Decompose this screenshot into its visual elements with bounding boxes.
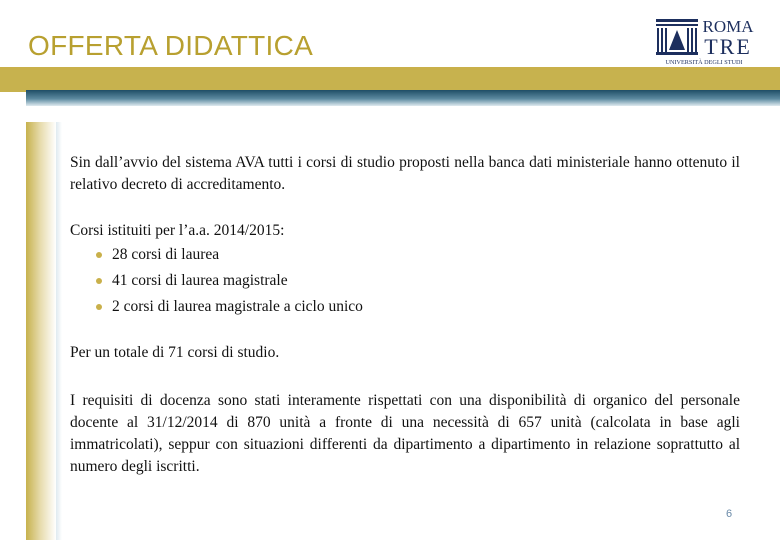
bullet-icon xyxy=(96,252,102,258)
bullet-icon xyxy=(96,278,102,284)
bullet-icon xyxy=(96,304,102,310)
intro-paragraph: Sin dall’avvio del sistema AVA tutti i corsi di studio proposti nella banca dati ministeriale hanno ottenuto il relativo decreto di accreditamento. xyxy=(70,154,740,193)
logo-roma: ROMA xyxy=(702,17,754,36)
logo-tre: TRE xyxy=(704,34,752,59)
page-number: 6 xyxy=(726,508,733,520)
header-band-blue xyxy=(26,90,780,106)
left-decorative-bar xyxy=(26,122,56,540)
course-list xyxy=(70,242,740,320)
logo-university: UNIVERSITÀ DEGLI STUDI xyxy=(665,59,743,66)
teaching-requirements-paragraph: I requisiti di docenza sono stati interamente rispettati con una disponibilità di organico del personale docente al 31/12/2014 di 870 unità a fronte di una necessità di 657 unità (calcolata in base agli immatricolati), seppur con situazioni differenti da dipartimento a dipartimento in relazione soprattutto al numero degli iscritti. xyxy=(70,392,740,475)
total-paragraph: Per un totale di 71 corsi di studio. xyxy=(70,344,280,361)
slide-body xyxy=(70,152,740,478)
roma-tre-logo xyxy=(652,14,758,66)
left-decorative-bar-light xyxy=(56,122,62,540)
page-title: OFFERTA DIDATTICA xyxy=(28,30,314,61)
list-heading: Corsi istituiti per l’a.a. 2014/2015: xyxy=(70,222,285,239)
list-item: 28 corsi di laurea xyxy=(92,242,740,268)
list-item: 41 corsi di laurea magistrale xyxy=(92,268,740,294)
list-item: 2 corsi di laurea magistrale a ciclo unico xyxy=(92,294,740,320)
building-icon xyxy=(656,19,698,55)
